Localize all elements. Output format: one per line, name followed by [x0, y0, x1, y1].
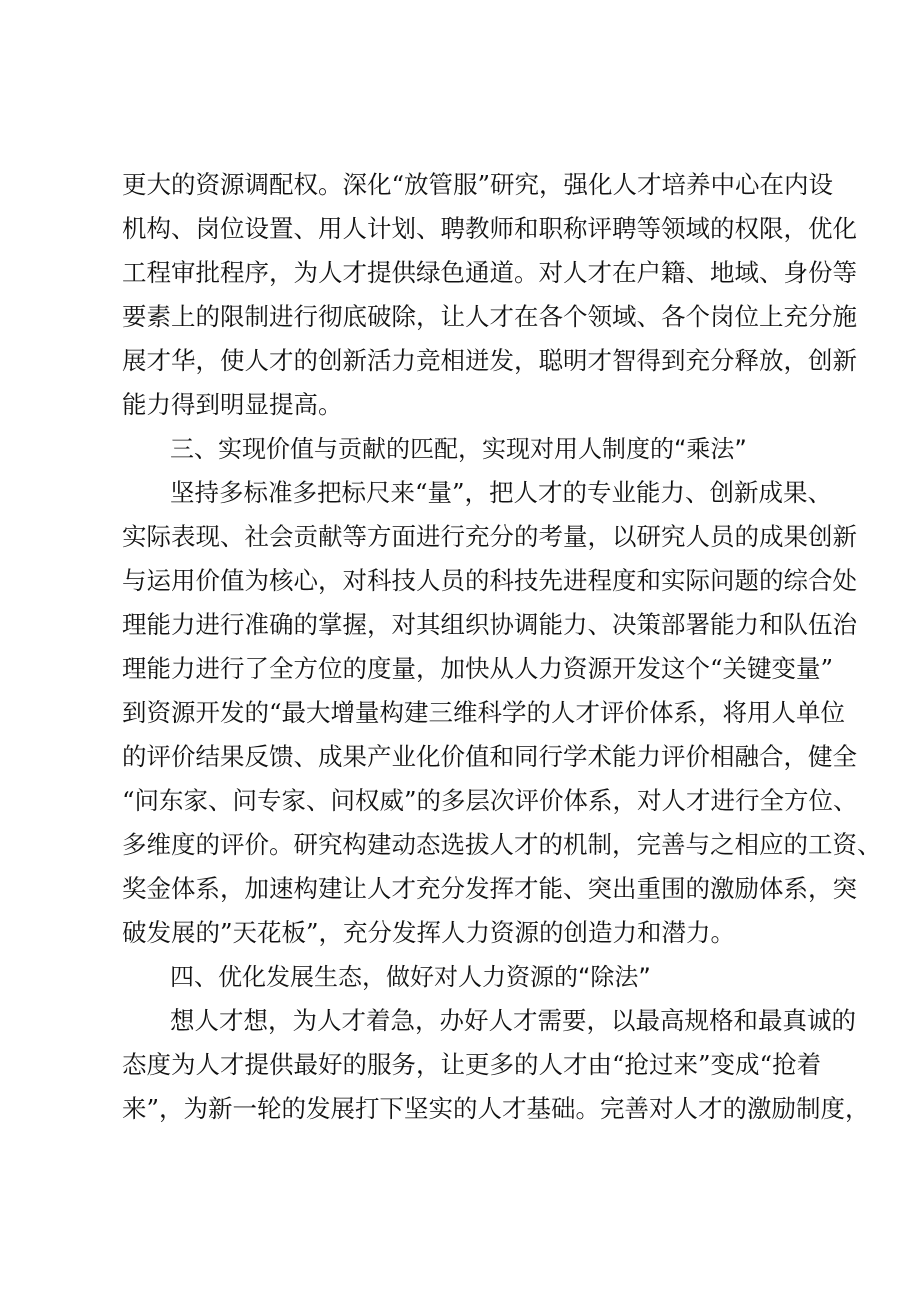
paragraph-line: 展才华，使人才的创新活力竞相迸发，聪明才智得到充分释放，创新 [122, 346, 857, 375]
section-heading-3: 三、实现价值与贡献的匹配，实现对用人制度的“乘法” [170, 435, 747, 463]
paragraph-line: 想人才想，为人才着急，办好人才需要，以最高规格和最真诚的 [170, 1006, 856, 1035]
paragraph-line: 坚持多标准多把标尺来“量”，把人才的专业能力、创新成果、 [170, 478, 833, 507]
paragraph-line: 到资源开发的“最大增量构建三维科学的人才评价体系，将用人单位 [122, 698, 846, 727]
paragraph-line: “问东家、问专家、问权威”的多层次评价体系，对人才进行全方位、 [122, 786, 858, 815]
paragraph-line: 理能力进行准确的掌握，对其组织协调能力、决策部署能力和队伍治 [122, 610, 857, 639]
paragraph-line: 破发展的”天花板”，充分发挥人力资源的创造力和潜力。 [122, 918, 736, 947]
paragraph-line: 能力得到明显提高。 [122, 390, 343, 419]
paragraph-line: 奖金体系，加速构建让人才充分发挥才能、突出重围的激励体系，突 [122, 874, 857, 903]
paragraph-line: 多维度的评价。研究构建动态选拔人才的机制，完善与之相应的工资、 [122, 830, 882, 859]
paragraph-line: 更大的资源调配权。深化“放管服”研究，强化人才培养中心在内设 [122, 170, 834, 199]
section-heading-4: 四、优化发展生态，做好对人力资源的“除法” [170, 963, 651, 991]
paragraph-line: 来”，为新一轮的发展打下坚实的人才基础。完善对人才的激励制度， [122, 1094, 870, 1123]
paragraph-line: 实际表现、社会贡献等方面进行充分的考量，以研究人员的成果创新 [122, 522, 857, 551]
paragraph-line: 态度为人才提供最好的服务，让更多的人才由“抢过来”变成“抢着 [122, 1050, 822, 1079]
paragraph-line: 工程审批程序，为人才提供绿色通道。对人才在户籍、地域、身份等 [122, 258, 857, 287]
paragraph-line: 理能力进行了全方位的度量，加快从人力资源开发这个“关键变量” [122, 654, 834, 683]
paragraph-line: 要素上的限制进行彻底破除，让人才在各个领域、各个岗位上充分施 [122, 302, 857, 331]
paragraph-line: 与运用价值为核心，对科技人员的科技先进程度和实际问题的综合处 [122, 566, 857, 595]
paragraph-line: 机构、岗位设置、用人计划、聘教师和职称评聘等领域的权限，优化 [122, 214, 857, 243]
paragraph-line: 的评价结果反馈、成果产业化价值和同行学术能力评价相融合，健全 [122, 742, 857, 771]
